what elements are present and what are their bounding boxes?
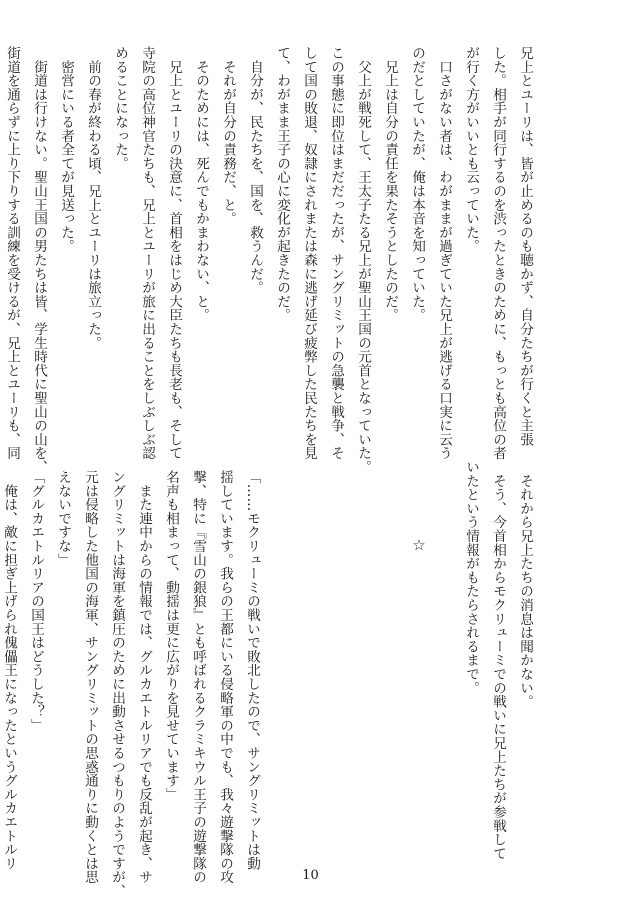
text-column: それから兄上たちの消息は聞かない。 xyxy=(517,460,533,709)
text-column: そのためには、死んでもかまわない、と。 xyxy=(193,46,209,322)
text-column: のだとしていたが、俺は本音を知っていた。 xyxy=(409,46,425,322)
text-column: 密営にいる者全てが見送った。 xyxy=(58,46,74,253)
text-column: 名声も相まって、動揺は更に広がりを見せています」 xyxy=(163,470,179,802)
section-separator-star-icon: ☆ xyxy=(412,536,426,554)
text-column: した。相手が同行するのを渋ったときのために、もっとも高位の者 xyxy=(490,46,506,460)
text-column: 街道は行けない。聖山王国の男たちは皆、学生時代に聖山の山を、 xyxy=(31,46,47,474)
text-column: 兄上とユーリは、皆が止めるのも聴かず、自分たちが行くと主張 xyxy=(517,46,533,447)
text-column: 兄上は自分の責任を果たそうとしたのだ。 xyxy=(382,46,398,322)
lower-right-text-block xyxy=(0,470,265,898)
text-column: いたという情報がもたらされるまで。 xyxy=(463,460,479,695)
text-column: めることになった。 xyxy=(112,46,128,171)
text-column: えないですな」 xyxy=(55,470,71,567)
text-column: 「グルカエトルリアの国王はどうした？」 xyxy=(28,470,44,733)
text-column: が行く方がいいとも云っていた。 xyxy=(463,46,479,253)
text-column: それが自分の責務だ、と。 xyxy=(220,46,236,226)
text-column: 揺しています。我らの王都にいる侵略軍の中でも、我々遊撃隊の攻 xyxy=(217,470,233,884)
text-column: この事態に即位はまだだったが、サングリミットの急襲と戦争、そ xyxy=(328,46,344,460)
lower-left-text-block xyxy=(360,460,538,861)
text-column: 自分が、民たちを、国を、救うんだ。 xyxy=(247,46,263,295)
text-column: 街道を通らずに上り下りする訓練を受けるが、兄上とユーリも、同 xyxy=(4,46,20,460)
upper-text-block xyxy=(4,46,538,474)
text-column: 父上が戦死して、王太子たる兄上が聖山王国の元首となっていた。 xyxy=(355,46,371,474)
text-column: して国の敗退、奴隷にされまたは森に逃げ延び疲弊した民たちを見 xyxy=(301,46,317,460)
text-column: 俺は、敵に担ぎ上げられ傀儡王になったというグルカエトルリ xyxy=(1,470,17,871)
text-column: また連中からの情報では、グルカエトルリアでも反乱が起き、サ xyxy=(136,470,152,884)
text-column: 前の春が終わる頃、兄上とユーリは旅立った。 xyxy=(85,46,101,350)
text-column: て、わがまま王子の心に変化が起きたのだ。 xyxy=(274,46,290,322)
page-number: 10 xyxy=(302,868,319,883)
text-column: 撃、特に『雪山の銀狼』とも呼ばれるクラミキウル王子の遊撃隊の xyxy=(190,470,206,884)
text-column: 元は侵略した他国の海軍、サングリミットの思惑通りに動くとは思 xyxy=(82,470,98,884)
text-column: 兄上とユーリの決意に、首相をはじめ大臣たちも長老も、そして xyxy=(166,46,182,460)
text-column: ングリミットは海軍を鎮圧のために出動させるつもりのようですが、 xyxy=(109,470,125,898)
text-column: そう、今首相からモクリューミでの戦いに兄上たちが参戦して xyxy=(490,460,506,861)
text-column: 口さがない者は、わがままが過ぎていた兄上が逃げる口実に云う xyxy=(436,46,452,460)
text-column: 寺院の高位神官たちも、兄上とユーリが旅に出ることをしぶしぶ認 xyxy=(139,46,155,460)
text-column: 「……モクリューミの戦いで敗北したので、サングリミットは動 xyxy=(244,470,260,871)
